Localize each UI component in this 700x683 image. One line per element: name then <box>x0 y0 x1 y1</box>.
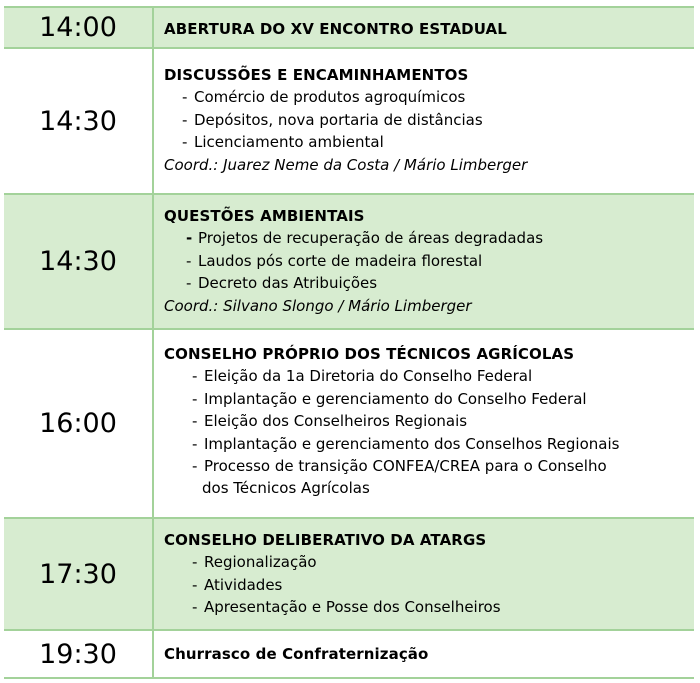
time-cell: 17:30 <box>4 519 154 629</box>
list-item: - Decreto das Atribuições <box>186 274 378 293</box>
session-title: ABERTURA DO XV ENCONTRO ESTADUAL <box>164 20 507 38</box>
time-cell: 19:30 <box>4 631 154 677</box>
session-title: CONSELHO DELIBERATIVO DA ATARGS <box>164 531 487 549</box>
list-item: - Processo de transição CONFEA/CREA para o Conselho <box>192 457 607 476</box>
list-item: - Laudos pós corte de madeira florestal <box>186 251 483 270</box>
list-item: - Implantação e gerenciamento dos Conselhos Regionais <box>192 434 620 453</box>
coordinators: Coord.: Juarez Neme da Costa / Mário Limberger <box>164 155 528 174</box>
time-cell: 14:00 <box>4 8 154 47</box>
schedule-row-3 <box>4 195 694 330</box>
schedule-row-2 <box>4 49 694 195</box>
list-item: - Projetos de recuperação de áreas degradadas <box>186 229 544 248</box>
time-cell: 16:00 <box>4 330 154 517</box>
session-title: Churrasco de Confraternização <box>164 645 429 663</box>
schedule-row-5 <box>4 519 694 631</box>
schedule-row-4 <box>4 330 694 519</box>
list-item: - Regionalização <box>192 553 317 572</box>
list-item: - Implantação e gerenciamento do Conselho Federal <box>192 389 587 408</box>
list-item: - Comércio de produtos agroquímicos <box>182 88 466 107</box>
list-item: - Eleição dos Conselheiros Regionais <box>192 412 468 431</box>
schedule-row-6 <box>4 631 694 679</box>
time-cell: 14:30 <box>4 195 154 328</box>
list-item: - Atividades <box>192 575 283 594</box>
list-item: - Depósitos, nova portaria de distâncias <box>182 110 483 129</box>
list-item: - Eleição da 1a Diretoria do Conselho Federal <box>192 367 533 386</box>
session-title: CONSELHO PRÓPRIO DOS TÉCNICOS AGRÍCOLAS <box>164 345 575 363</box>
list-item-continuation: dos Técnicos Agrícolas <box>202 479 370 498</box>
list-item: - Licenciamento ambiental <box>182 133 384 152</box>
time-cell: 14:30 <box>4 49 154 193</box>
schedule-row-1 <box>4 6 694 49</box>
coordinators: Coord.: Silvano Slongo / Mário Limberger <box>164 296 472 315</box>
session-title: QUESTÕES AMBIENTAIS <box>164 207 365 225</box>
list-item: - Apresentação e Posse dos Conselheiros <box>192 598 501 617</box>
session-title: DISCUSSÕES E ENCAMINHAMENTOS <box>164 66 469 84</box>
